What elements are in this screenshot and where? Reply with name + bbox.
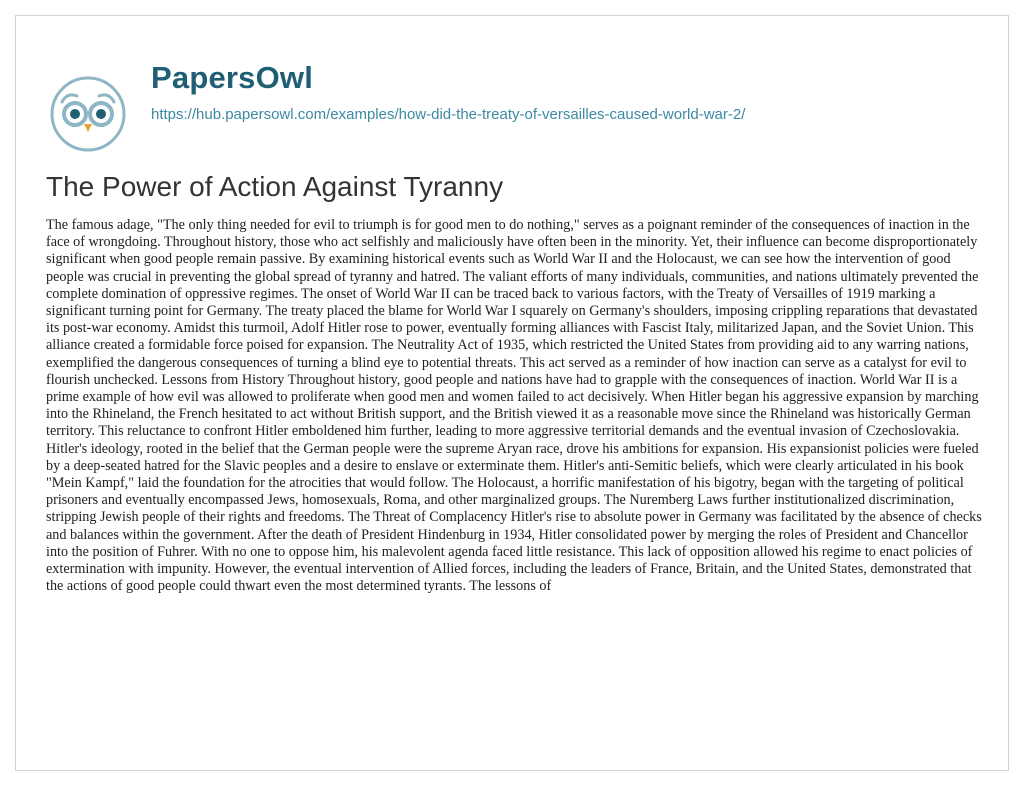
owl-logo-icon <box>45 74 131 154</box>
brand-name[interactable]: PapersOwl <box>151 60 314 95</box>
source-url-link[interactable]: https://hub.papersowl.com/examples/how-did-the-treaty-of-versailles-caused-world-war-2/ <box>151 106 746 123</box>
document-body: The famous adage, "The only thing needed for evil to triumph is for good men to do nothing," serves as a poignant reminder of the consequences of inaction in the face of wrongdoing. Throughout history, those who act selfishly and maliciously have often been in the minority. Yet, their influence can become disproportionately significant when good people remain passive. By examining historical events such as World War II and the Holocaust, we can see how the intervention of good people was crucial in preventing the global spread of tyranny and hatred. The valiant efforts of many individuals, communities, and nations ultimately prevented the complete domination of oppressive regimes. The onset of World War II can be traced back to various factors, with the Treaty of Versailles of 1919 marking a significant turning point for Germany. The treaty placed the blame for World War I squarely on Germany's shoulders, imposing crippling reparations that devastated its post-war economy. Amidst this turmoil, Adolf Hitler rose to power, eventually forming alliances with Fascist Italy, militarized Japan, and the Soviet Union. This alliance created a formidable force poised for expansion. The Neutrality Act of 1935, which restricted the United States from providing aid to any warring nations, exemplified the dangerous consequences of turning a blind eye to potential threats. This act served as a reminder of how inaction can serve as a catalyst for evil to flourish unchecked. Lessons from History Throughout history, good people and nations have had to grapple with the consequences of inaction. World War II is a prime example of how evil was allowed to proliferate when good men and women failed to act decisively. When Hitler began his aggressive expansion by marching into the Rhineland, the French hesitated to act without British support, and the British viewed it as a reasonable move since the Rhineland was historically German territory. This reluctance to confront Hitler emboldened him further, leading to more aggressive territorial demands and the eventual invasion of Czechoslovakia. Hitler's ideology, rooted in the belief that the German people were the supreme Aryan race, drove his ambitions for expansion. His expansionist policies were fueled by a deep-seated hatred for the Slavic peoples and a desire to enslave or exterminate them. Hitler's anti-Semitic beliefs, which were clearly articulated in his book "Mein Kampf," laid the foundation for the atrocities that would follow. The Holocaust, a horrific manifestation of his bigotry, began with the targeting of political prisoners and eventually encompassed Jews, homosexuals, Roma, and other marginalized groups. The Nuremberg Laws further institutionalized discrimination, stripping Jewish people of their rights and freedoms. The Threat of Complacency Hitler's rise to absolute power in Germany was facilitated by the absence of checks and balances within the government. After the death of President Hindenburg in 1934, Hitler consolidated power by merging the roles of President and Chancellor into the position of Fuhrer. With no one to oppose him, his malevolent agenda faced little resistance. This lack of opposition allowed his regime to enact policies of extermination with impunity. However, the eventual intervention of Allied forces, including the leaders of France, Britain, and the United States, demonstrated that the actions of good people could thwart even the most determined tyrants. The lessons of <box>46 217 982 595</box>
document-title: The Power of Action Against Tyranny <box>46 171 504 202</box>
